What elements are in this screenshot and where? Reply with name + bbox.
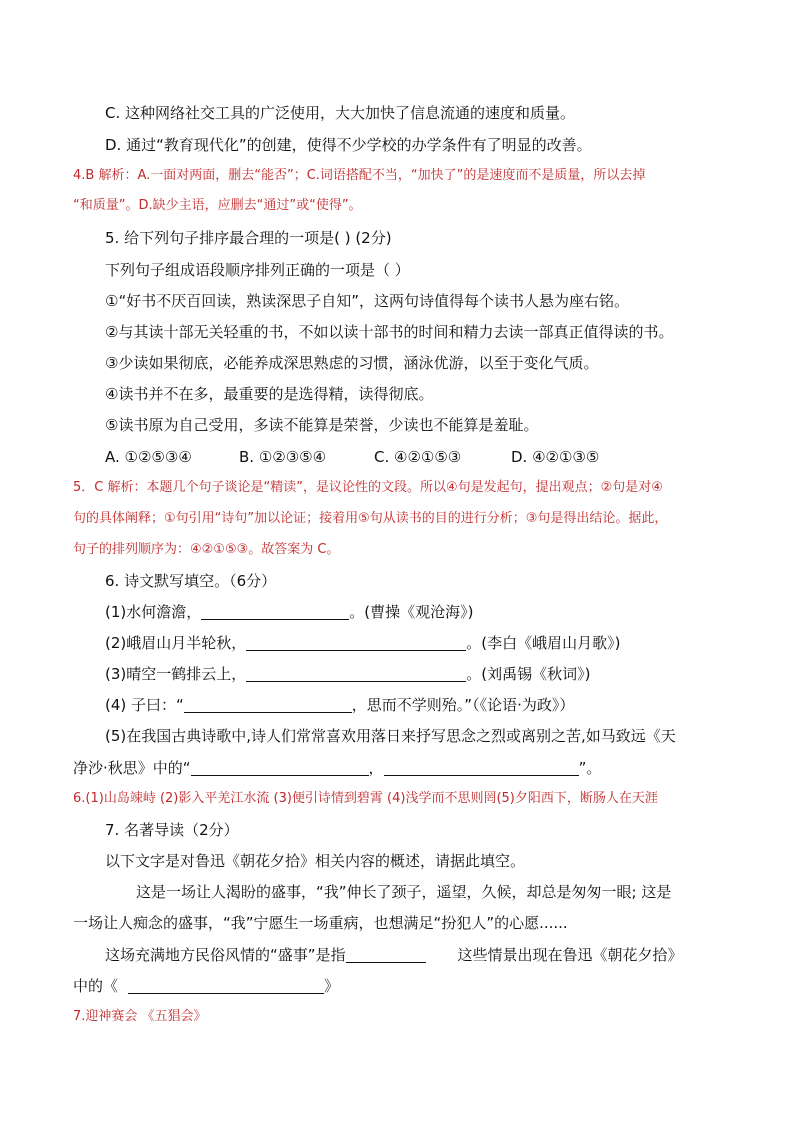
q5-sentence-5: ⑤读书原为自己受用，多读不能算是荣誉，少读也不能算是羞耻。 [105, 416, 539, 434]
q4-option-c: C. 这种网络社交工具的广泛使用，大大加快了信息流通的速度和质量。 [105, 104, 576, 122]
q6-item5-line2 [73, 758, 601, 778]
q6-item5-blank-1[interactable] [191, 759, 369, 776]
q6-item3-pre: (3)晴空一鹤排云上， [105, 665, 247, 683]
q6-item2-pre: (2)峨眉山月半轮秋， [105, 634, 247, 652]
q6-item5-blank-2[interactable] [384, 759, 579, 776]
q6-item5-post: ”。 [578, 759, 602, 777]
q6-item2-post: 。(李白《峨眉山月歌》) [466, 634, 621, 652]
q6-item4-blank[interactable] [184, 696, 352, 713]
q5-analysis-line1: 5．C 解析：本题几个句子谈论是“精读”，是议论性的文段。所以④句是发起句，提出观点；②句是对④ [73, 480, 663, 495]
q6-item4-post: ，思而不学则殆。”（《论语·为政》） [351, 696, 575, 714]
q6-item-2 [105, 633, 620, 653]
q4-analysis-line1: 4.B 解析：A.一面对两面，删去“能否”；C.词语搭配不当，“加快了”的是速度而不是质量，所以去掉 [73, 168, 646, 183]
q6-item2-blank[interactable] [246, 634, 466, 651]
q5-sentence-2: ②与其读十部无关轻重的书，不如以读十部书的时间和精力去读一部真正值得读的书。 [105, 323, 674, 341]
q7-stem: 7. 名著导读（2分） [105, 821, 239, 839]
q7-question-pre: 这场充满地方民俗风情的“盛事”是指 [105, 946, 346, 964]
q7-intro: 以下文字是对鲁迅《朝花夕拾》相关内容的概述，请据此填空。 [105, 852, 526, 870]
q6-item1-post: 。(曹操《观沧海》) [349, 603, 474, 621]
q7-blank-1[interactable] [346, 946, 426, 963]
q7-passage-line1: 这是一场让人渴盼的盛事，“我”伸长了颈子，遥望，久候，却总是匆匆一眼; 这是 [136, 883, 672, 901]
q6-item5-line1: (5)在我国古典诗歌中,诗人们常常喜欢用落日来抒写思念之烈或离别之苦,如马致远《天 [105, 727, 676, 745]
q5-option-a: A. ①②⑤③④ [105, 448, 192, 466]
q6-stem: 6. 诗文默写填空。（6分） [105, 572, 277, 590]
q5-sentence-1: ①“好书不厌百回读，熟读深思子自知”，这两句诗值得每个读书人悬为座右铭。 [105, 292, 629, 310]
q7-blank-2[interactable] [128, 977, 324, 994]
q7-question-line2-pre: 中的《 [73, 977, 119, 995]
q4-analysis-line2: “和质量”。D.缺少主语，应删去“通过”或“使得”。 [73, 198, 362, 213]
q5-option-b: B. ①②③⑤④ [239, 448, 327, 466]
q6-answer: 6.(1)山岛竦峙 (2)影入平羌江水流 (3)便引诗情到碧霄 (4)浅学而不思则罔(5)夕阳西下，断肠人在天涯 [73, 791, 658, 806]
q6-item1-pre: (1)水何澹澹， [105, 603, 202, 621]
q6-item5-comma: ， [368, 759, 384, 777]
q6-item4-pre: (4) 子曰：“ [105, 696, 184, 714]
q7-answer: 7.迎神赛会 《五猖会》 [73, 1009, 207, 1024]
q6-item3-blank[interactable] [246, 665, 466, 682]
q7-question-line2-post: 》 [324, 977, 340, 995]
q6-item-3 [105, 664, 590, 684]
q4-option-d: D. 通过“教育现代化”的创建，使得不少学校的办学条件有了明显的改善。 [105, 136, 592, 154]
q7-passage-line2: 一场让人痴念的盛事，“我”宁愿生一场重病，也想满足“扮犯人”的心愿...... [73, 914, 568, 932]
q6-item3-post: 。(刘禹锡《秋词》) [466, 665, 591, 683]
q6-item-1 [105, 602, 473, 622]
q5-stem: 5. 给下列句子排序最合理的一项是( ) (2分) [105, 229, 392, 247]
q5-option-d: D. ④②①③⑤ [511, 448, 600, 466]
q5-option-c: C. ④②①⑤③ [374, 448, 462, 466]
q5-analysis-line2: 句的具体阐释；①句引用“诗句”加以论证；接着用⑤句从读书的目的进行分析；③句是得出结论。据此， [73, 511, 668, 526]
q6-item5-pre: 净沙·秋思》中的“ [73, 759, 191, 777]
q6-item-4 [105, 695, 574, 715]
q5-analysis-line3: 句子的排列顺序为：④②①⑤③。故答案为 C。 [73, 542, 340, 557]
q5-sub-stem: 下列句子组成语段顺序排列正确的一项是（ ） [105, 261, 410, 279]
q6-item1-blank[interactable] [201, 603, 349, 620]
q7-question-line1 [105, 945, 683, 965]
q5-sentence-3: ③少读如果彻底，必能养成深思熟虑的习惯，涵泳优游，以至于变化气质。 [105, 354, 599, 372]
q7-question-post: 这些情景出现在鲁迅《朝花夕拾》 [457, 946, 683, 964]
q5-sentence-4: ④读书并不在多，最重要的是选得精，读得彻底。 [105, 385, 434, 403]
q7-question-line2 [73, 976, 339, 996]
